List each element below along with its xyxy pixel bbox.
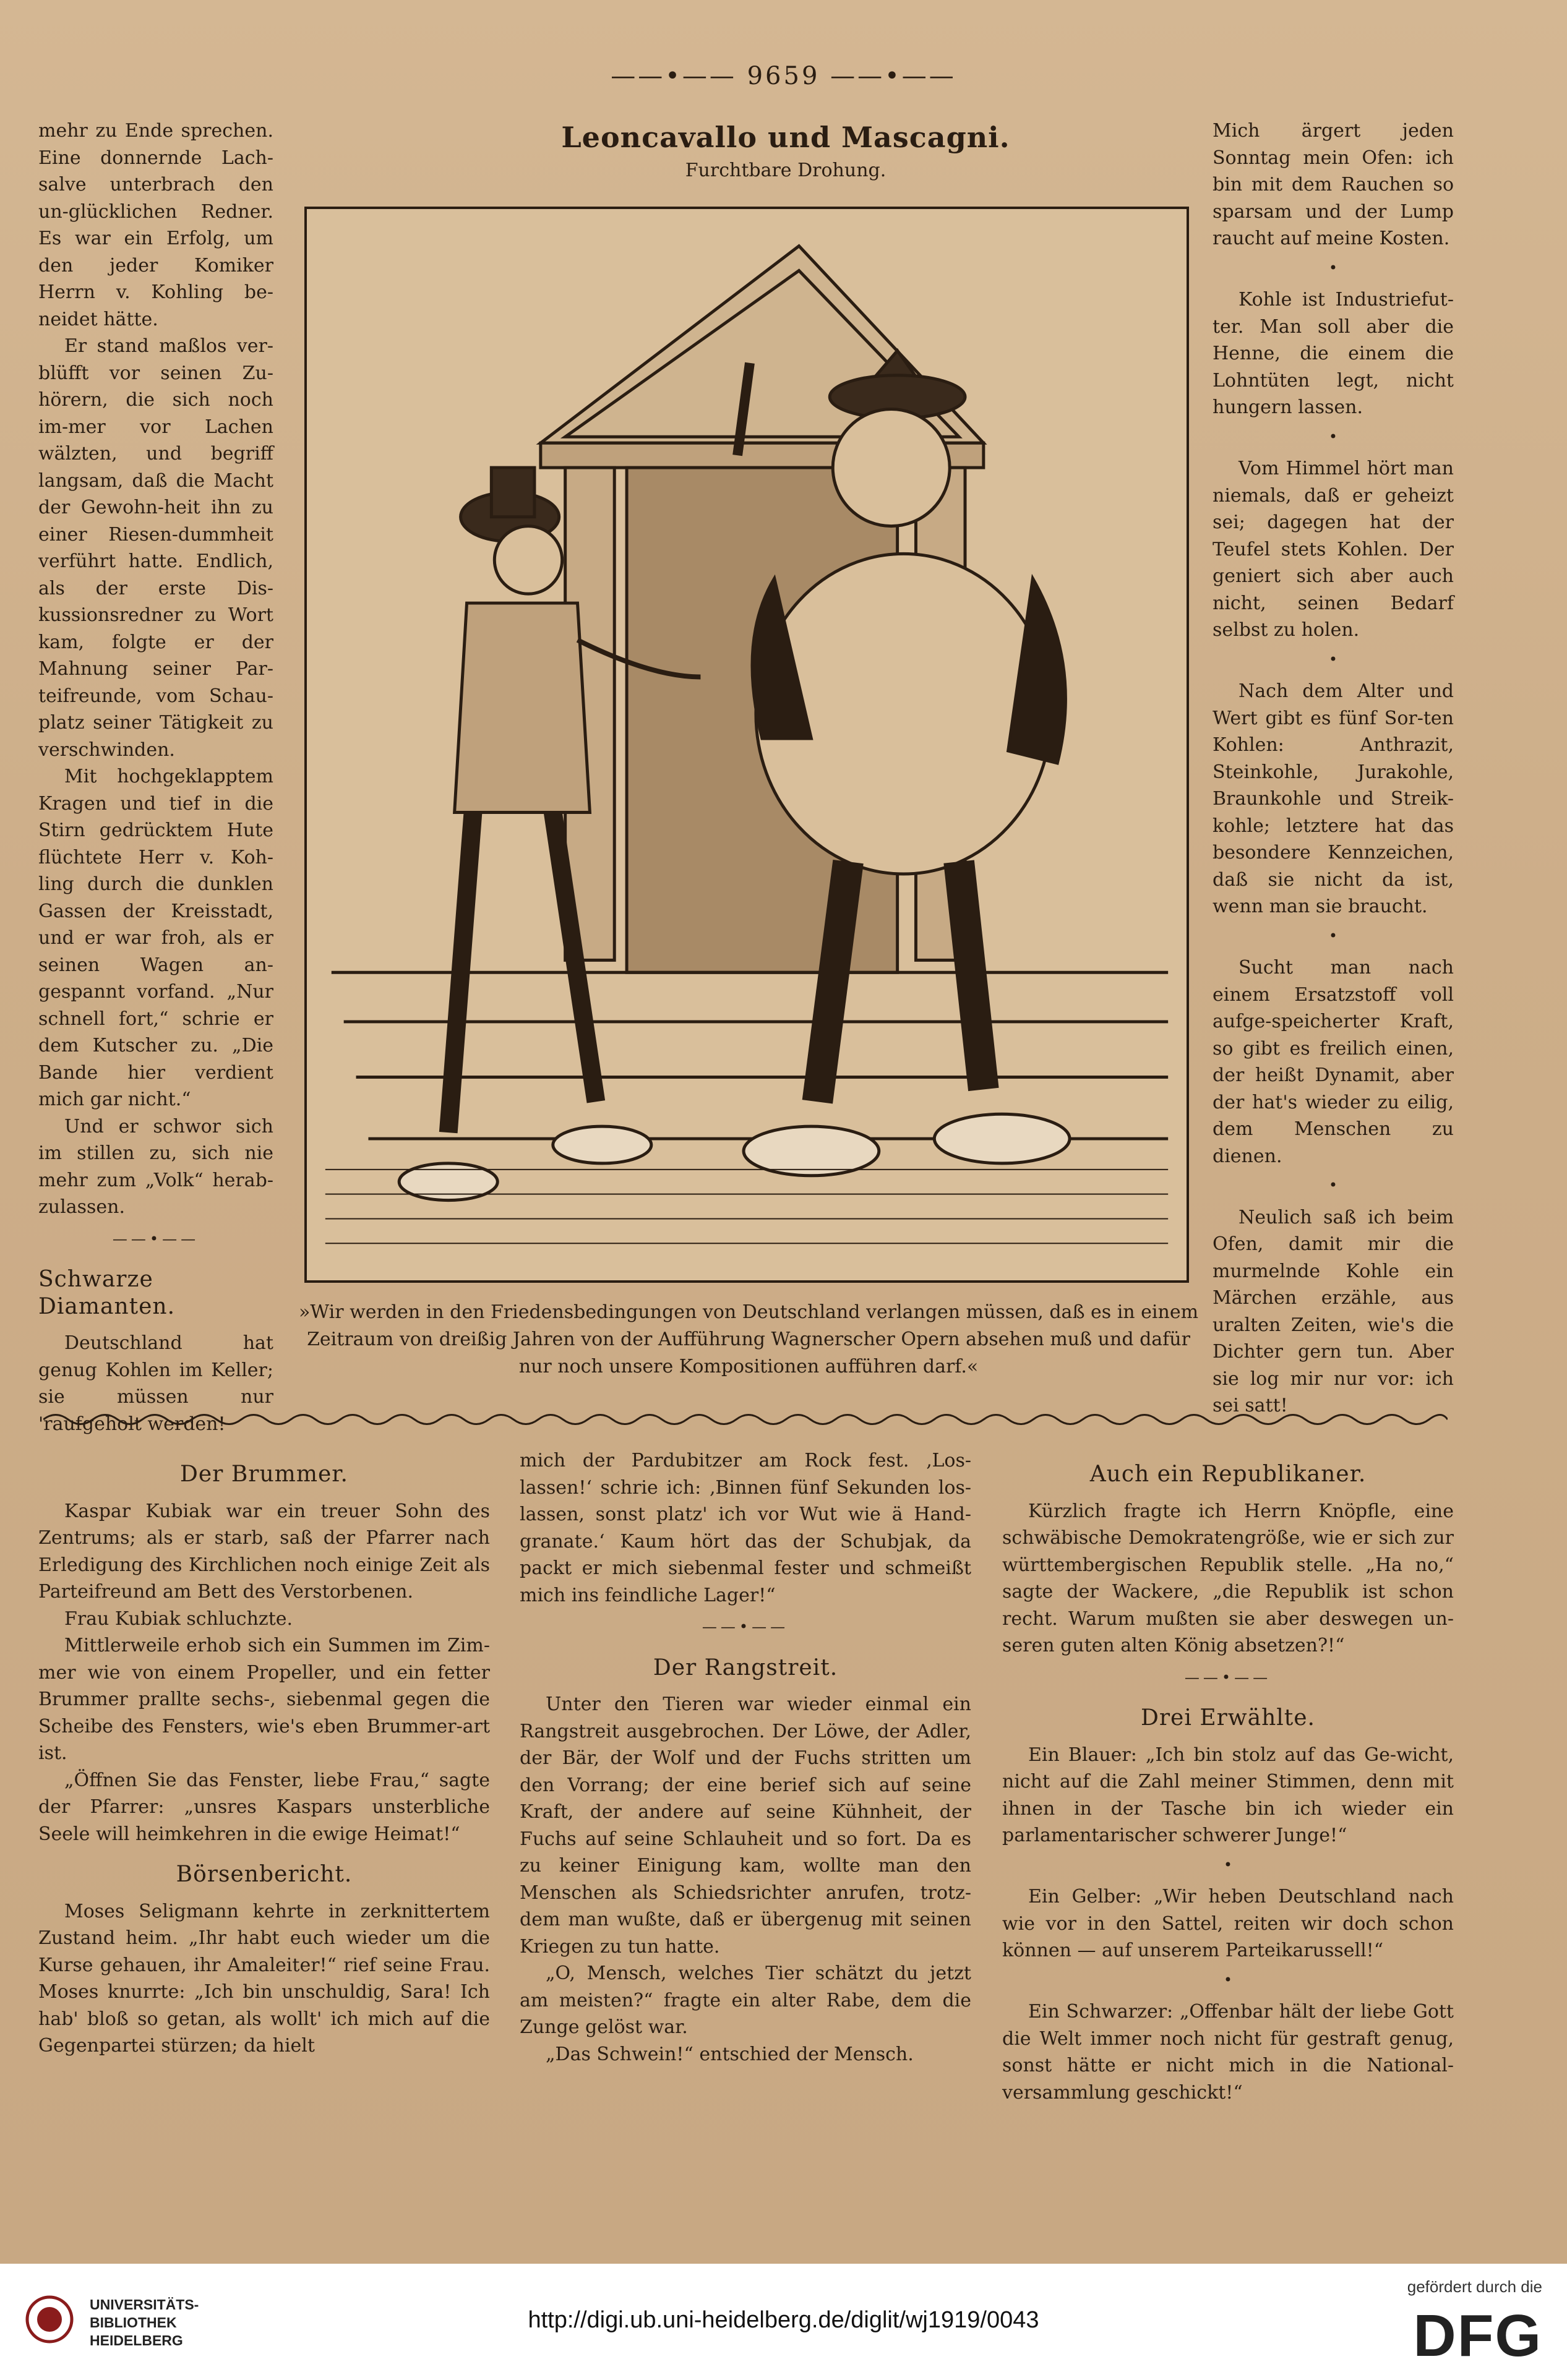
bottom-column-3	[1002, 1447, 1454, 2106]
institution-line: BIBLIOTHEK	[90, 2314, 177, 2331]
left-paragraph: Er stand maßlos ver-blüfft vor seinen Zu-hörern, die sich noch im-mer vor Lachen wälzten, und begriff langsam, daß die Macht der Gewohn-heit ihn zu einer Riesen-dummheit verführt hatte. Endlich, als der erste Dis-kussionsredner zu Wort kam, folgte er der Mahnung seiner Par-teifreunde, vom Schau-platz seiner Tätigkeit zu verschwinden.	[38, 335, 273, 761]
institution-line: HEIDELBERG	[90, 2332, 183, 2348]
permalink-url[interactable]: http://digi.ub.uni-heidelberg.de/diglit/wj1919/0043	[528, 2307, 1039, 2333]
body-paragraph: „Öffnen Sie das Fenster, liebe Frau,“ sagte der Pfarrer: „unsres Kaspars unsterbliche Seele will heimkehren in die ewige Heimat!“	[38, 1769, 490, 1845]
right-paragraph: Kohle ist Industriefut-ter. Man soll aber die Henne, die einem die Lohntüten legt, nicht hungern lassen.	[1213, 289, 1454, 418]
funded-label: gefördert durch die	[1407, 2277, 1542, 2296]
section-heading: Der Brummer.	[180, 1462, 348, 1487]
section-heading: Schwarze Diamanten.	[38, 1267, 176, 1319]
bottom-column-1	[38, 1447, 490, 2060]
right-paragraph: Nach dem Alter und Wert gibt es fünf Sor-ten Kohlen: Anthrazit, Steinkohle, Jurakohle, Braunkohle und Streik-kohle; letztere hat das besondere Kennzeichen, daß sie nicht da ist, wenn man sie braucht.	[1213, 680, 1454, 917]
right-paragraph: Mich ärgert jeden Sonntag mein Ofen: ich bin mit dem Rauchen so sparsam und der Lump raucht auf meine Kosten.	[1213, 120, 1454, 249]
article-title: Leoncavallo und Mascagni.	[561, 121, 1010, 154]
right-paragraph: Vom Himmel hört man niemals, daß er geheizt sei; dagegen hat der Teufel stets Kohlen. Der geniert sich aber auch nicht, seinen Bedarf selbst zu holen.	[1213, 458, 1454, 641]
separator-dot: •	[1223, 1971, 1233, 1988]
separator-dot: •	[1328, 1176, 1338, 1194]
separator-dot: •	[1328, 427, 1338, 445]
page-number: ——•—— 9659 ——•——	[611, 62, 956, 90]
cartoon-drawing	[307, 209, 1187, 1280]
body-paragraph: „Das Schwein!“ entschied der Mensch.	[546, 2043, 914, 2065]
body-paragraph: Ein Blauer: „Ich bin stolz auf das Ge-wicht, nicht auf die Zahl meiner Stimmen, denn mit ihnen in der Tasche bin ich wieder ein parlamentarischer schwerer Junge!“	[1002, 1744, 1454, 1846]
body-paragraph: Ein Gelber: „Wir heben Deutschland nach wie vor in den Sattel, reiten wir doch schon können — auf unserem Parteikarussell!“	[1002, 1886, 1454, 1961]
left-paragraph: Und er schwor sich im stillen zu, sich nie mehr zum „Volk“ herab-zulassen.	[38, 1115, 273, 1218]
cartoon-illustration	[304, 207, 1189, 1283]
dfg-logo: DFG	[1413, 2303, 1542, 2369]
body-paragraph: Kaspar Kubiak war ein treuer Sohn des Zentrums; als er starb, saß der Pfarrer nach Erledigung des Kirchlichen noch einige Zeit als Parteifreund am Bett des Verstorbenen.	[38, 1500, 490, 1603]
section-heading: Der Rangstreit.	[653, 1654, 838, 1680]
right-column	[1213, 118, 1454, 1419]
section-heading: Drei Erwählte.	[1140, 1705, 1315, 1731]
body-paragraph: mich der Pardubitzer am Rock fest. ‚Los-lassen!‘ schrie ich: ‚Binnen fünf Sekunden los-lassen, sonst platz' ich vor Wut wie ä Hand-granate.‘ Kaum hört das der Schubjak, da packt er mich siebenmal fester und schmeißt mich ins feindliche Lager!“	[520, 1450, 971, 1606]
ornament-divider: ——•——	[112, 1230, 200, 1248]
institution-line: UNIVERSITÄTS-	[90, 2297, 199, 2313]
body-paragraph: „O, Mensch, welches Tier schätzt du jetzt am meisten?“ fragte ein alter Rabe, dem die Zunge gelöst war.	[520, 1963, 971, 2038]
separator-dot: •	[1223, 1856, 1233, 1873]
left-column	[38, 118, 273, 1437]
left-paragraph: Deutschland hat genug Kohlen im Keller; sie müssen nur 'raufgeholt werden!	[38, 1332, 273, 1435]
right-paragraph: Neulich saß ich beim Ofen, damit mir die murmelnde Kohle ein Märchen erzähle, aus uralten Zeiten, wie's die Dichter gern tun. Aber sie log mir nur vor: ich sei satt!	[1213, 1206, 1454, 1416]
separator-dot: •	[1328, 927, 1338, 944]
section-heading: Auch ein Republikaner.	[1089, 1462, 1367, 1487]
body-paragraph: Ein Schwarzer: „Offenbar hält der liebe Gott die Welt immer noch nicht für gestraft genug, sonst hätte er nicht mich in die National-versammlung geschickt!“	[1002, 2001, 1454, 2104]
left-paragraph: mehr zu Ende sprechen. Eine donnernde Lach-salve unterbrach den un-glücklichen Redner. Es war ein Erfolg, um den jeder Komiker Herrn v. Kohling be-neidet hätte.	[38, 120, 273, 330]
body-paragraph: Mittlerweile erhob sich ein Summen im Zim-mer wie von einem Propeller, und ein fetter Brummer prallte sechs-, siebenmal gegen die Scheibe des Fensters, wie's eben Brummer-art ist.	[38, 1635, 490, 1764]
separator-dot: •	[1328, 650, 1338, 668]
article-subtitle: Furchtbare Drohung.	[685, 160, 887, 181]
wavy-divider	[43, 1410, 1448, 1429]
right-paragraph: Sucht man nach einem Ersatzstoff voll aufge-speicherter Kraft, so gibt es freilich einen, der heißt Dynamit, aber der hat's wieder zu eilig, dem Menschen zu dienen.	[1213, 957, 1454, 1167]
body-paragraph: Frau Kubiak schluchzte.	[64, 1607, 293, 1630]
cartoon-caption: »Wir werden in den Friedensbedingungen von Deutschland verlangen müssen, daß es in einem Zeitraum von dreißig Jahren von der Aufführung Wagnerscher Opern absehen muß und dafür nur noch unsere Kompositionen aufführen darf.«	[298, 1301, 1199, 1377]
bottom-column-2	[520, 1447, 971, 2068]
section-heading: Börsenbericht.	[176, 1862, 353, 1887]
body-paragraph: Kürzlich fragte ich Herrn Knöpfle, eine schwäbische Demokratengröße, wie er sich zur württembergischen Republik stelle. „Ha no,“ sagte der Wackere, „die Republik ist schon recht. Warum mußten sie aber deswegen un-seren guten alten König absetzen?!“	[1002, 1500, 1454, 1656]
body-paragraph: Moses Seligmann kehrte in zerknittertem Zustand heim. „Ihr habt euch wieder um die Kurse gehauen, ihr Amaleiter!“ rief seine Frau. Moses knurrte: „Ich bin unschuldig, Sara! Ich hab' bloß so getan, als wollt' ich mich auf die Gegenpartei stürzen; da hielt	[38, 1900, 490, 2057]
ornament-divider: ——•——	[1184, 1668, 1272, 1686]
body-paragraph: Unter den Tieren war wieder einmal ein Rangstreit ausgebrochen. Der Löwe, der Adler, der Bär, der Wolf und der Fuchs stritten um den Vorrang; der eine berief sich auf seine Kraft, der andere auf seine Kühnheit, der Fuchs auf seine Schlauheit und so fort. Da es zu keiner Einigung kam, wollte man den Menschen als Schiedsrichter anrufen, trotz-dem man wußte, daß er übergenug mit seinen Kriegen zu tun hatte.	[520, 1693, 971, 1958]
left-paragraph: Mit hochgeklapptem Kragen und tief in die Stirn gedrücktem Hute flüchtete Herr v. Koh-ling durch die dunklen Gassen der Kreisstadt, und er war froh, als er seinen Wagen an-gespannt vorfand. „Nur schnell fort,“ schrie er dem Kutscher zu. „Die Bande hier verdient mich gar nicht.“	[38, 766, 273, 1110]
viewer-footer	[0, 2264, 1567, 2380]
separator-dot: •	[1328, 259, 1338, 276]
ornament-divider: ——•——	[702, 1618, 789, 1635]
